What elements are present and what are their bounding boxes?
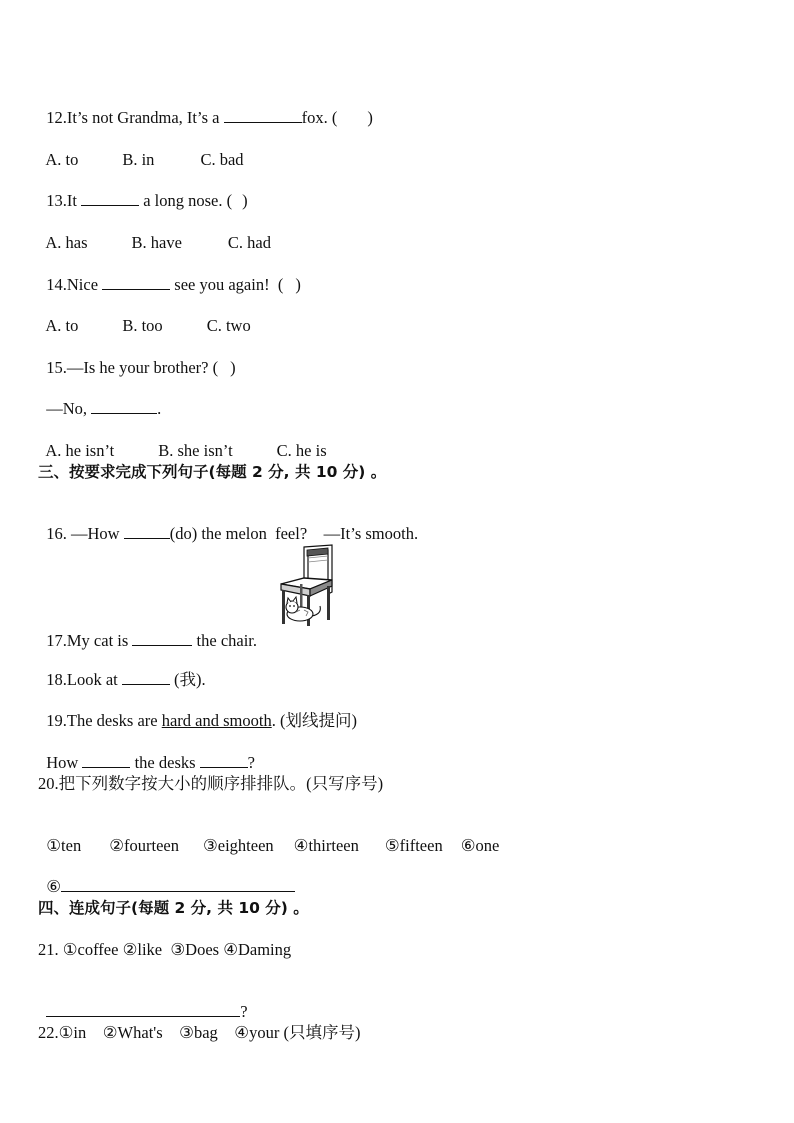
option-a[interactable]: A. to — [45, 150, 79, 169]
question-text: . (划线提问) — [271, 711, 357, 730]
question-15-answer — [38, 379, 161, 419]
number-item: ②fourteen — [109, 836, 179, 855]
question-18 — [38, 650, 206, 690]
option-a[interactable]: A. has — [45, 233, 88, 252]
number-list — [38, 816, 499, 856]
question-22: 22.①in ②What's ③bag ④your (只填序号) — [38, 1023, 361, 1042]
answer-blank[interactable] — [91, 399, 157, 414]
option-c[interactable]: C. two — [206, 316, 251, 335]
options-12 — [38, 130, 244, 170]
answer-blank[interactable] — [124, 524, 170, 539]
options-14 — [38, 296, 251, 336]
number-item: ③eighteen — [202, 836, 274, 855]
question-text: 17.My cat is — [46, 631, 133, 650]
question-text: the desks — [130, 753, 200, 772]
answer-blank[interactable] — [102, 275, 170, 290]
number-item: ①ten — [46, 836, 82, 855]
question-text: 18.Look at — [46, 670, 122, 689]
answer-blank[interactable] — [46, 1002, 240, 1017]
question-text: ) — [367, 108, 373, 127]
question-21: 21. ①coffee ②like ③Does ④Daming — [38, 940, 292, 959]
question-text: 12.It’s not Grandma, It’s a — [46, 108, 224, 127]
question-mark: ? — [240, 1002, 248, 1021]
question-text: see you again! ( — [170, 275, 284, 294]
question-text: 13.It — [46, 191, 82, 210]
question-21-answer — [38, 982, 248, 1022]
question-text: the chair. — [192, 631, 258, 650]
option-b[interactable]: B. have — [131, 233, 182, 252]
question-17 — [38, 611, 257, 651]
answer-blank[interactable] — [122, 670, 170, 685]
option-c[interactable]: C. had — [227, 233, 272, 252]
section-4-heading: 四、连成句子(每题 2 分, 共 10 分) 。 — [38, 899, 309, 917]
question-text: ) — [230, 358, 236, 377]
underlined-phrase: hard and smooth — [161, 711, 272, 730]
chair-cat-illustration — [278, 544, 334, 626]
question-16 — [38, 504, 418, 544]
answer-blank[interactable] — [81, 191, 139, 206]
question-text: . — [157, 399, 162, 418]
number-item: ⑤fifteen — [384, 836, 443, 855]
answer-blank[interactable] — [61, 877, 295, 892]
answer-blank[interactable] — [200, 753, 248, 768]
number-item: ⑥one — [460, 836, 500, 855]
answer-blank[interactable] — [82, 753, 130, 768]
answer-blank[interactable] — [132, 631, 192, 646]
question-19 — [38, 691, 357, 731]
question-text: 16. —How — [46, 524, 124, 543]
question-text: ) — [295, 275, 301, 294]
options-13 — [38, 213, 271, 253]
option-a[interactable]: A. to — [45, 316, 79, 335]
section-3-heading: 三、按要求完成下列句子(每题 2 分, 共 10 分) 。 — [38, 463, 387, 481]
question-text: ? — [247, 753, 255, 772]
option-b[interactable]: B. in — [122, 150, 155, 169]
option-b[interactable]: B. she isn’t — [158, 441, 233, 460]
question-13 — [38, 171, 248, 211]
question-text: fox. ( — [301, 108, 338, 127]
question-19-answer — [38, 733, 255, 773]
question-text: a long nose. ( — [139, 191, 233, 210]
question-text: ) — [242, 191, 248, 210]
option-c[interactable]: C. bad — [200, 150, 244, 169]
question-12 — [38, 88, 373, 128]
answer-start: ⑥ — [46, 877, 62, 896]
question-14 — [38, 255, 301, 295]
answer-blank[interactable] — [224, 108, 302, 123]
number-item: ④thirteen — [293, 836, 359, 855]
option-c[interactable]: C. he is — [276, 441, 327, 460]
question-text: 14.Nice — [46, 275, 103, 294]
question-20-answer — [38, 857, 295, 897]
question-text: (我). — [169, 670, 206, 689]
options-15 — [38, 421, 327, 461]
question-text: 15.—Is he your brother? ( — [46, 358, 219, 377]
question-text: 19.The desks are — [46, 711, 162, 730]
question-text: —No, — [46, 399, 92, 418]
question-text: How — [46, 753, 83, 772]
question-15 — [38, 338, 236, 378]
question-text: (do) the melon feel? —It’s smooth. — [169, 524, 419, 543]
option-b[interactable]: B. too — [122, 316, 163, 335]
option-a[interactable]: A. he isn’t — [45, 441, 115, 460]
question-20: 20.把下列数字按大小的顺序排排队。(只写序号) — [38, 774, 384, 793]
